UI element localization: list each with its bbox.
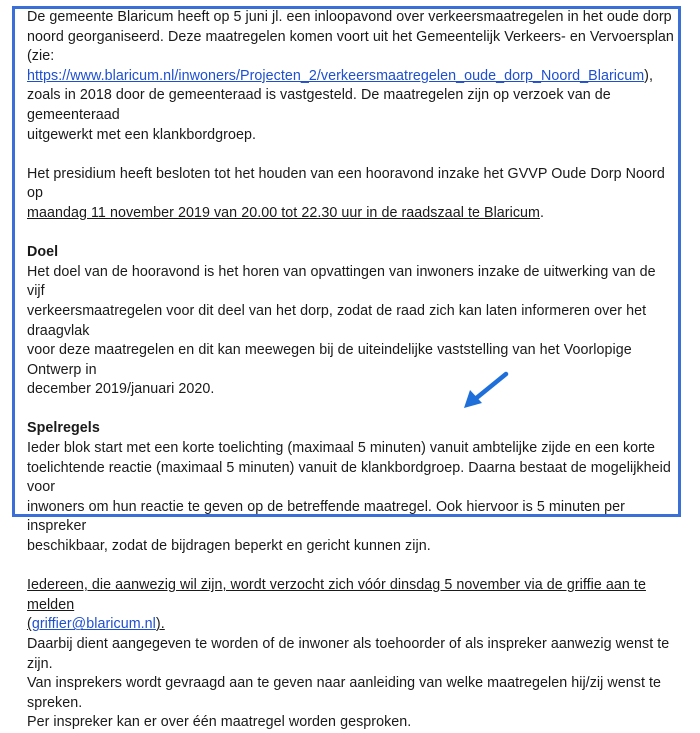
aanmelden-line-3: Daarbij dient aangegeven te worden of de inwoner als toehoorder of als inspreker aanwezig wenst te zijn. <box>27 636 670 672</box>
griffie-email-link[interactable]: griffier@blaricum.nl <box>31 616 156 633</box>
spacer <box>27 145 677 165</box>
aanmelden-line-4: Van insprekers wordt gevraagd aan te geven naar aanleiding van welke maatregelen hij/zij wenst te spreken. <box>27 675 662 711</box>
spacer <box>27 557 677 577</box>
registration-notice: Iedereen, die aanwezig wil zijn, wordt verzocht zich vóór dinsdag 5 november via de griffie aan te melden <box>27 577 646 613</box>
intro-line-4: zoals in 2018 door de gemeenteraad is vastgesteld. De maatregelen zijn op verzoek van de gemeenteraad <box>27 87 611 123</box>
intro-line-1: De gemeente Blaricum heeft op 5 juni jl. een inloopavond over verkeersmaatregelen in het oude dorp <box>27 9 672 25</box>
intro-line-2: noord georganiseerd. Deze maatregelen komen voort uit het Gemeentelijk Verkeers- en Vervoersplan <box>27 28 674 45</box>
document-body <box>27 8 677 733</box>
intro-line-5: uitgewerkt met een klankbordgroep. <box>27 126 256 143</box>
spelregels-line-2: toelichtende reactie (maximaal 5 minuten) vanuit de klankbordgroep. Daarna bestaat de mogelijkheid voor <box>27 459 671 496</box>
doel-line-4: december 2019/januari 2020. <box>27 381 215 398</box>
presidium-period: . <box>540 204 545 221</box>
presidium-line-2 <box>27 204 677 224</box>
doel-line-1: Het doel van de hooravond is het horen van opvattingen van inwoners inzake de uitwerking van de vijf <box>27 263 656 300</box>
intro-line-3-suffix: ), <box>644 67 653 84</box>
spacer <box>27 400 677 420</box>
aanmelden-line-5: Per inspreker kan er over één maatregel worden gesproken. <box>27 714 412 731</box>
spelregels-line-1: Ieder blok start met een korte toelichting (maximaal 5 minuten) vanuit ambtelijke zijde en een korte <box>27 440 656 457</box>
spelregels-line-3: inwoners om hun reactie te geven op de betreffende maatregel. Ook hiervoor is 5 minuten per inspreker <box>27 498 625 535</box>
spacer <box>27 224 677 244</box>
aanmelden-line-2 <box>27 615 677 635</box>
presidium-line-1: Het presidium heeft besloten tot het houden van een hooravond inzake het GVVP Oude Dorp Noord op <box>27 165 665 202</box>
spelregels-heading: Spelregels <box>27 420 100 437</box>
doel-line-3: voor deze maatregelen en dit kan meewegen bij de uiteindelijke vaststelling van het Voorlopige Ontwerp in <box>27 342 632 378</box>
intro-line-3-prefix: (zie: <box>27 48 55 65</box>
doel-line-2: verkeersmaatregelen voor dit deel van het dorp, zodat de raad zich kan laten informeren over het draagvlak <box>27 302 647 339</box>
doel-heading: Doel <box>27 244 59 261</box>
project-link[interactable]: https://www.blaricum.nl/inwoners/Projecten_2/verkeersmaatregelen_oude_dorp_Noord_Blaricum <box>27 67 645 84</box>
aanmelden-line-1 <box>27 576 677 615</box>
email-suffix: ). <box>155 616 165 633</box>
intro-line-3 <box>27 47 677 86</box>
spelregels-line-4: beschikbaar, zodat de bijdragen beperkt en gericht kunnen zijn. <box>27 538 431 555</box>
email-prefix: ( <box>27 616 32 633</box>
hearing-date: maandag 11 november 2019 van 20.00 tot 22.30 uur in de raadszaal te Blaricum <box>27 204 540 221</box>
arrow-pointer-icon <box>456 370 516 410</box>
